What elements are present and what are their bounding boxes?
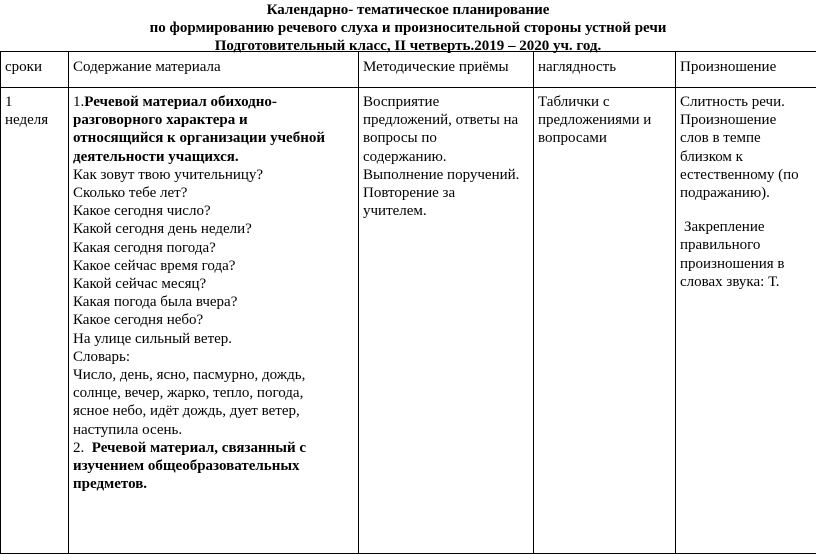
methods-line: учителем. — [363, 202, 529, 220]
question-line: Какая сегодня погода? — [73, 239, 354, 257]
column-header-period: сроки — [1, 52, 69, 88]
visuals-line: предложениями и — [538, 111, 671, 129]
content-item1-line — [73, 93, 354, 111]
content-item1-title-line: Речевой материал обиходно- — [84, 94, 277, 110]
question-line: Какая погода была вчера? — [73, 293, 354, 311]
methods-line: Повторение за — [363, 184, 529, 202]
question-line: Какой сегодня день недели? — [73, 220, 354, 238]
content-item1-title-line: разговорного характера и — [73, 111, 354, 129]
question-line: Как зовут твою учительницу? — [73, 166, 354, 184]
question-line: Какой сейчас месяц? — [73, 275, 354, 293]
planning-table — [0, 51, 816, 554]
content-item2-number: 2. — [73, 440, 84, 456]
period-unit: неделя — [5, 111, 64, 129]
pronunciation-line: близком к — [680, 148, 812, 166]
question-line: Какое сейчас время года? — [73, 257, 354, 275]
pronunciation-line: произношения в — [680, 255, 812, 273]
visuals-cell — [534, 88, 676, 554]
period-cell — [1, 88, 69, 554]
question-line: Сколько тебе лет? — [73, 184, 354, 202]
pronunciation-line: словах звука: Т. — [680, 273, 812, 291]
content-item2-title-line: изучением общеобразовательных — [73, 457, 354, 475]
visuals-line: вопросами — [538, 129, 671, 147]
doc-class-period: Подготовительный класс, II четверть.2019 – 2020 уч. год. — [0, 37, 816, 55]
methods-line: Выполнение поручений. — [363, 166, 529, 184]
methods-line: содержанию. — [363, 148, 529, 166]
pronunciation-line: подражанию). — [680, 184, 812, 202]
doc-subtitle: по формированию речевого слуха и произносительной стороны устной речи — [0, 19, 816, 37]
column-header-visuals: наглядность — [534, 52, 676, 88]
table-header-row — [1, 52, 816, 88]
pronunciation-line: Закрепление — [680, 218, 812, 236]
pronunciation-line: правильного — [680, 236, 812, 254]
methods-line: вопросы по — [363, 129, 529, 147]
pronunciation-cell — [676, 88, 816, 554]
question-line: Какое сегодня число? — [73, 202, 354, 220]
vocabulary-line: ясное небо, идёт дождь, дует ветер, — [73, 402, 354, 420]
content-item1-number: 1. — [73, 94, 84, 110]
pronunciation-line: Слитность речи. — [680, 93, 812, 111]
doc-title: Календарно- тематическое планирование — [0, 1, 816, 19]
column-header-pronunciation: Произношение — [676, 52, 816, 88]
vocabulary-label: Словарь: — [73, 348, 354, 366]
question-line: Какое сегодня небо? — [73, 311, 354, 329]
paragraph-gap — [680, 202, 812, 218]
content-item2-title-line: Речевой материал, связанный с — [92, 440, 306, 456]
methods-line: предложений, ответы на — [363, 111, 529, 129]
pronunciation-line: естественному (по — [680, 166, 812, 184]
content-item1-title-line: деятельности учащихся. — [73, 148, 354, 166]
period-number: 1 — [5, 93, 64, 111]
vocabulary-line: наступила осень. — [73, 421, 354, 439]
table-row — [1, 88, 816, 554]
pronunciation-line: слов в темпе — [680, 129, 812, 147]
content-cell — [69, 88, 359, 554]
content-item2-title-line: предметов. — [73, 475, 354, 493]
question-line: На улице сильный ветер. — [73, 330, 354, 348]
content-item1-title-line: относящийся к организации учебной — [73, 129, 354, 147]
methods-line: Восприятие — [363, 93, 529, 111]
column-header-content: Содержание материала — [69, 52, 359, 88]
methods-cell — [359, 88, 534, 554]
content-item2-line — [73, 439, 354, 457]
column-header-methods: Методические приёмы — [359, 52, 534, 88]
visuals-line: Таблички с — [538, 93, 671, 111]
vocabulary-line: солнце, вечер, жарко, тепло, погода, — [73, 384, 354, 402]
vocabulary-line: Число, день, ясно, пасмурно, дождь, — [73, 366, 354, 384]
pronunciation-line: Произношение — [680, 111, 812, 129]
